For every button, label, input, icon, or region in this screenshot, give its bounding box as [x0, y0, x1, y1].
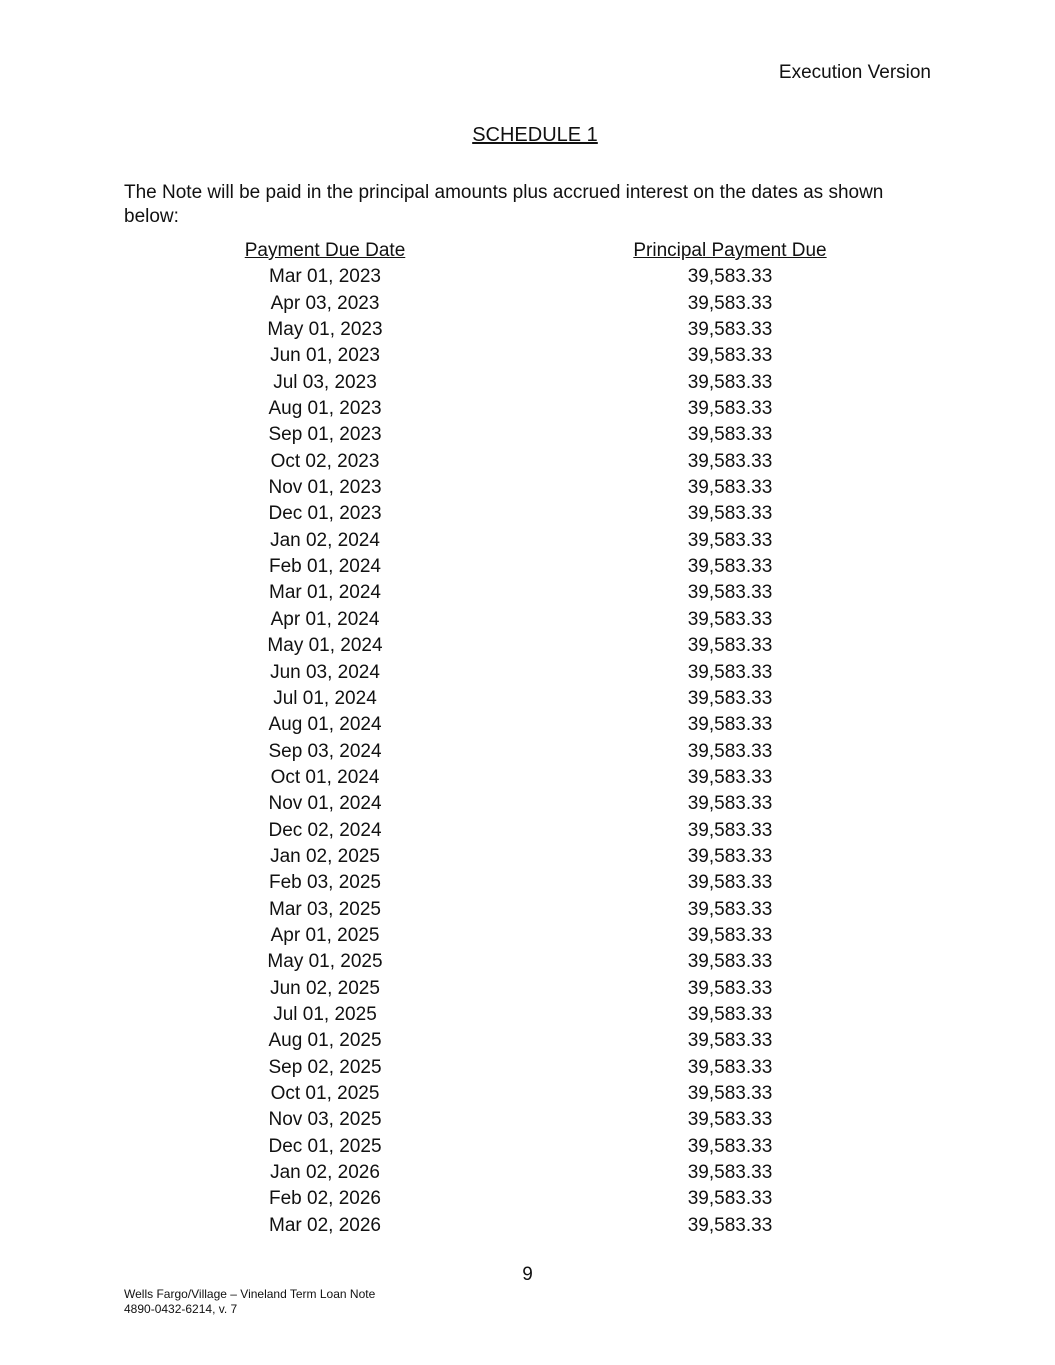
schedule-title: SCHEDULE 1: [472, 124, 598, 146]
principal-payment-cell: 39,583.33: [687, 1214, 773, 1236]
table-row: [0, 844, 1055, 870]
payment-due-date-cell: Sep 02, 2025: [268, 1056, 382, 1078]
table-row: [0, 580, 1055, 606]
table-row: [0, 264, 1055, 290]
payment-due-date-cell: Jan 02, 2024: [270, 529, 380, 551]
principal-payment-cell: 39,583.33: [687, 872, 773, 894]
footer-document-id: 4890-0432-6214, v. 7: [124, 1302, 238, 1316]
table-row: [0, 1081, 1055, 1107]
payment-due-date-cell: Nov 01, 2023: [268, 477, 382, 499]
table-row: [0, 660, 1055, 686]
principal-payment-cell: 39,583.33: [687, 529, 773, 551]
principal-payment-cell: 39,583.33: [687, 898, 773, 920]
payment-due-date-cell: May 01, 2025: [267, 951, 383, 973]
table-row: [0, 554, 1055, 580]
table-row: [0, 870, 1055, 896]
payment-due-date-cell: Jan 02, 2026: [270, 1162, 380, 1184]
principal-payment-cell: 39,583.33: [687, 398, 773, 420]
payment-schedule-table: [0, 238, 1055, 1239]
payment-due-date-cell: Jun 02, 2025: [270, 977, 380, 999]
table-row: [0, 1213, 1055, 1239]
payment-due-date-cell: Feb 03, 2025: [269, 872, 381, 894]
payment-due-date-cell: Nov 03, 2025: [268, 1109, 382, 1131]
principal-payment-cell: 39,583.33: [687, 371, 773, 393]
table-row: [0, 739, 1055, 765]
principal-payment-cell: 39,583.33: [687, 1135, 773, 1157]
table-row: [0, 528, 1055, 554]
table-row: [0, 765, 1055, 791]
table-row: [0, 1186, 1055, 1212]
payment-due-date-cell: Feb 02, 2026: [269, 1188, 381, 1210]
principal-payment-cell: 39,583.33: [687, 845, 773, 867]
table-row: [0, 1134, 1055, 1160]
principal-payment-cell: 39,583.33: [687, 345, 773, 367]
principal-payment-cell: 39,583.33: [687, 1083, 773, 1104]
payment-due-date-cell: Jul 01, 2024: [273, 687, 377, 709]
table-row: [0, 949, 1055, 975]
column-header-payment-due-date: Payment Due Date: [244, 240, 406, 261]
principal-payment-cell: 39,583.33: [687, 503, 773, 525]
table-row: [0, 1160, 1055, 1186]
payment-due-date-cell: Mar 01, 2023: [269, 266, 381, 288]
payment-due-date-cell: Dec 02, 2024: [268, 819, 382, 841]
principal-payment-cell: 39,583.33: [687, 661, 773, 683]
principal-payment-cell: 39,583.33: [687, 556, 773, 578]
table-row: [0, 370, 1055, 396]
principal-payment-cell: 39,583.33: [687, 951, 773, 973]
table-row: [0, 291, 1055, 317]
table-row: [0, 422, 1055, 448]
payment-due-date-cell: Mar 03, 2025: [269, 898, 381, 920]
principal-payment-cell: 39,583.33: [687, 424, 773, 446]
principal-payment-cell: 39,583.33: [687, 819, 773, 841]
payment-due-date-cell: Aug 01, 2024: [268, 714, 382, 736]
principal-payment-cell: 39,583.33: [687, 266, 773, 288]
payment-due-date-cell: Feb 01, 2024: [269, 556, 381, 578]
principal-payment-cell: 39,583.33: [687, 450, 773, 472]
payment-due-date-cell: Jul 01, 2025: [273, 1003, 377, 1025]
table-row: [0, 501, 1055, 527]
principal-payment-cell: 39,583.33: [687, 740, 773, 762]
intro-paragraph: The Note will be paid in the principal amounts plus accrued interest on the dates as shown below:: [124, 182, 884, 227]
table-row: [0, 1028, 1055, 1054]
principal-payment-cell: 39,583.33: [687, 924, 773, 946]
principal-payment-cell: 39,583.33: [687, 477, 773, 499]
payment-due-date-cell: Oct 02, 2023: [270, 450, 380, 472]
principal-payment-cell: 39,583.33: [687, 977, 773, 999]
table-row: [0, 633, 1055, 659]
table-row: [0, 897, 1055, 923]
payment-due-date-cell: Sep 01, 2023: [268, 424, 382, 446]
payment-due-date-cell: Oct 01, 2024: [270, 766, 380, 788]
principal-payment-cell: 39,583.33: [687, 1056, 773, 1078]
table-row: [0, 976, 1055, 1002]
payment-due-date-cell: Dec 01, 2025: [268, 1135, 382, 1157]
page-number: 9: [522, 1264, 533, 1285]
table-row: [0, 449, 1055, 475]
payment-due-date-cell: Jan 02, 2025: [270, 845, 380, 867]
payment-due-date-cell: Jun 03, 2024: [270, 661, 380, 683]
principal-payment-cell: 39,583.33: [687, 292, 773, 314]
principal-payment-cell: 39,583.33: [687, 1188, 773, 1210]
table-row: [0, 396, 1055, 422]
principal-payment-cell: 39,583.33: [687, 582, 773, 604]
principal-payment-cell: 39,583.33: [687, 766, 773, 788]
footer-document-title: Wells Fargo/Village – Vineland Term Loan Note: [124, 1287, 376, 1301]
table-row: [0, 923, 1055, 949]
table-row: [0, 1002, 1055, 1028]
payment-due-date-cell: Apr 01, 2025: [270, 924, 380, 946]
table-row: [0, 818, 1055, 844]
schedule-header-row: [0, 238, 1055, 264]
table-row: [0, 686, 1055, 712]
principal-payment-cell: 39,583.33: [687, 608, 773, 630]
table-row: [0, 791, 1055, 817]
payment-due-date-cell: Oct 01, 2025: [270, 1083, 380, 1104]
table-row: [0, 317, 1055, 343]
table-row: [0, 712, 1055, 738]
principal-payment-cell: 39,583.33: [687, 635, 773, 657]
table-row: [0, 607, 1055, 633]
payment-due-date-cell: Aug 01, 2025: [268, 1030, 382, 1052]
payment-due-date-cell: May 01, 2024: [267, 635, 383, 657]
payment-due-date-cell: Apr 03, 2023: [270, 292, 380, 314]
table-row: [0, 475, 1055, 501]
payment-due-date-cell: Jun 01, 2023: [270, 345, 380, 367]
principal-payment-cell: 39,583.33: [687, 687, 773, 709]
principal-payment-cell: 39,583.33: [687, 319, 773, 341]
payment-due-date-cell: Jul 03, 2023: [273, 371, 377, 393]
principal-payment-cell: 39,583.33: [687, 1109, 773, 1131]
table-row: [0, 343, 1055, 369]
payment-due-date-cell: Nov 01, 2024: [268, 793, 382, 815]
table-row: [0, 1055, 1055, 1081]
payment-due-date-cell: Mar 02, 2026: [269, 1214, 381, 1236]
payment-due-date-cell: Aug 01, 2023: [268, 398, 382, 420]
document-footer: [124, 1287, 375, 1317]
principal-payment-cell: 39,583.33: [687, 1003, 773, 1025]
payment-due-date-cell: Apr 01, 2024: [270, 608, 380, 630]
payment-due-date-cell: Dec 01, 2023: [268, 503, 382, 525]
payment-due-date-cell: May 01, 2023: [267, 319, 383, 341]
payment-due-date-cell: Sep 03, 2024: [268, 740, 382, 762]
table-row: [0, 1107, 1055, 1133]
column-header-principal-payment-due: Principal Payment Due: [633, 240, 827, 261]
principal-payment-cell: 39,583.33: [687, 1162, 773, 1184]
principal-payment-cell: 39,583.33: [687, 793, 773, 815]
execution-version-label: Execution Version: [778, 62, 931, 83]
principal-payment-cell: 39,583.33: [687, 714, 773, 736]
principal-payment-cell: 39,583.33: [687, 1030, 773, 1052]
payment-due-date-cell: Mar 01, 2024: [269, 582, 381, 604]
